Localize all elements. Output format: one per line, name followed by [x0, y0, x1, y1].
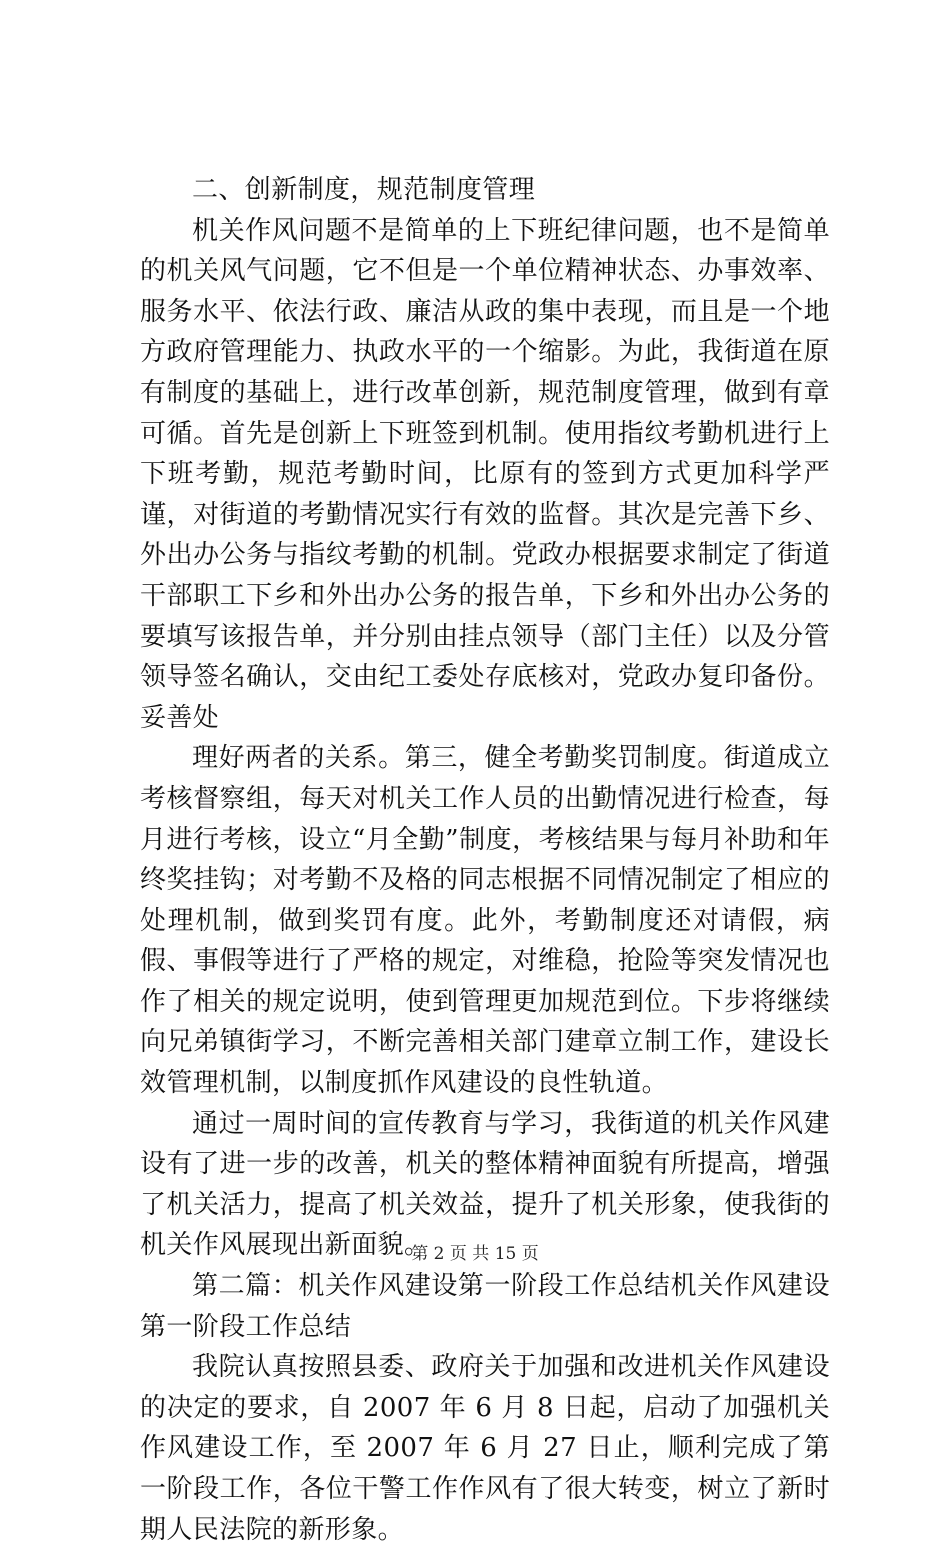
page-number: 第 2 页 共 15 页 — [411, 1244, 539, 1264]
paragraph: 理好两者的关系。第三，健全考勤奖罚制度。街道成立考核督察组，每天对机关工作人员的出勤情况进行检查，每月进行考核，设立“月全勤”制度，考核结果与每月补助和年终奖挂钩；对考勤不及格的同志根据不同情况制定了相应的处理机制，做到奖罚有度。此外，考勤制度还对请假，病假、事假等进行了严格的规定，对维稳，抢险等突发情况也作了相关的规定说明，使到管理更加规范到位。下步将继续向兄弟镇街学习，不断完善相关部门建章立制工作，建设长效管理机制，以制度抓作风建设的良性轨道。 — [140, 743, 830, 1099]
paragraph: 通过一周时间的宣传教育与学习，我街道的机关作风建设有了进一步的改善，机关的整体精神面貌有所提高，增强了机关活力，提高了机关效益，提升了机关形象，使我街的机关作风展现出新面貌。 — [140, 1108, 830, 1261]
paragraph-section-title: 第二篇：机关作风建设第一阶段工作总结机关作风建设第一阶段工作总结 — [140, 1271, 830, 1342]
paragraph: 我院认真按照县委、政府关于加强和改进机关作风建设的决定的要求，自 2007 年 6 月 8 日起，启动了加强机关作风建设工作，至 2007 年 6 月 27 日止，顺利完成了第一阶段工作，各位干警工作作风有了很大转变，树立了新时期人民法院的新形象。 — [140, 1352, 830, 1545]
section-heading: 二、创新制度，规范制度管理 — [192, 175, 536, 205]
document-body — [140, 170, 830, 1550]
page-footer — [0, 1242, 950, 1266]
paragraph: 机关作风问题不是简单的上下班纪律问题，也不是简单的机关风气问题，它不但是一个单位精神状态、办事效率、服务水平、依法行政、廉洁从政的集中表现，而且是一个地方政府管理能力、执政水平的一个缩影。为此，我街道在原有制度的基础上，进行改革创新，规范制度管理，做到有章可循。首先是创新上下班签到机制。使用指纹考勤机进行上下班考勤，规范考勤时间，比原有的签到方式更加科学严谨，对街道的考勤情况实行有效的监督。其次是完善下乡、外出办公务与指纹考勤的机制。党政办根据要求制定了街道干部职工下乡和外出办公务的报告单，下乡和外出办公务的要填写该报告单，并分别由挂点领导（部门主任）以及分管领导签名确认，交由纪工委处存底核对，党政办复印备份。妥善处 — [140, 215, 830, 733]
